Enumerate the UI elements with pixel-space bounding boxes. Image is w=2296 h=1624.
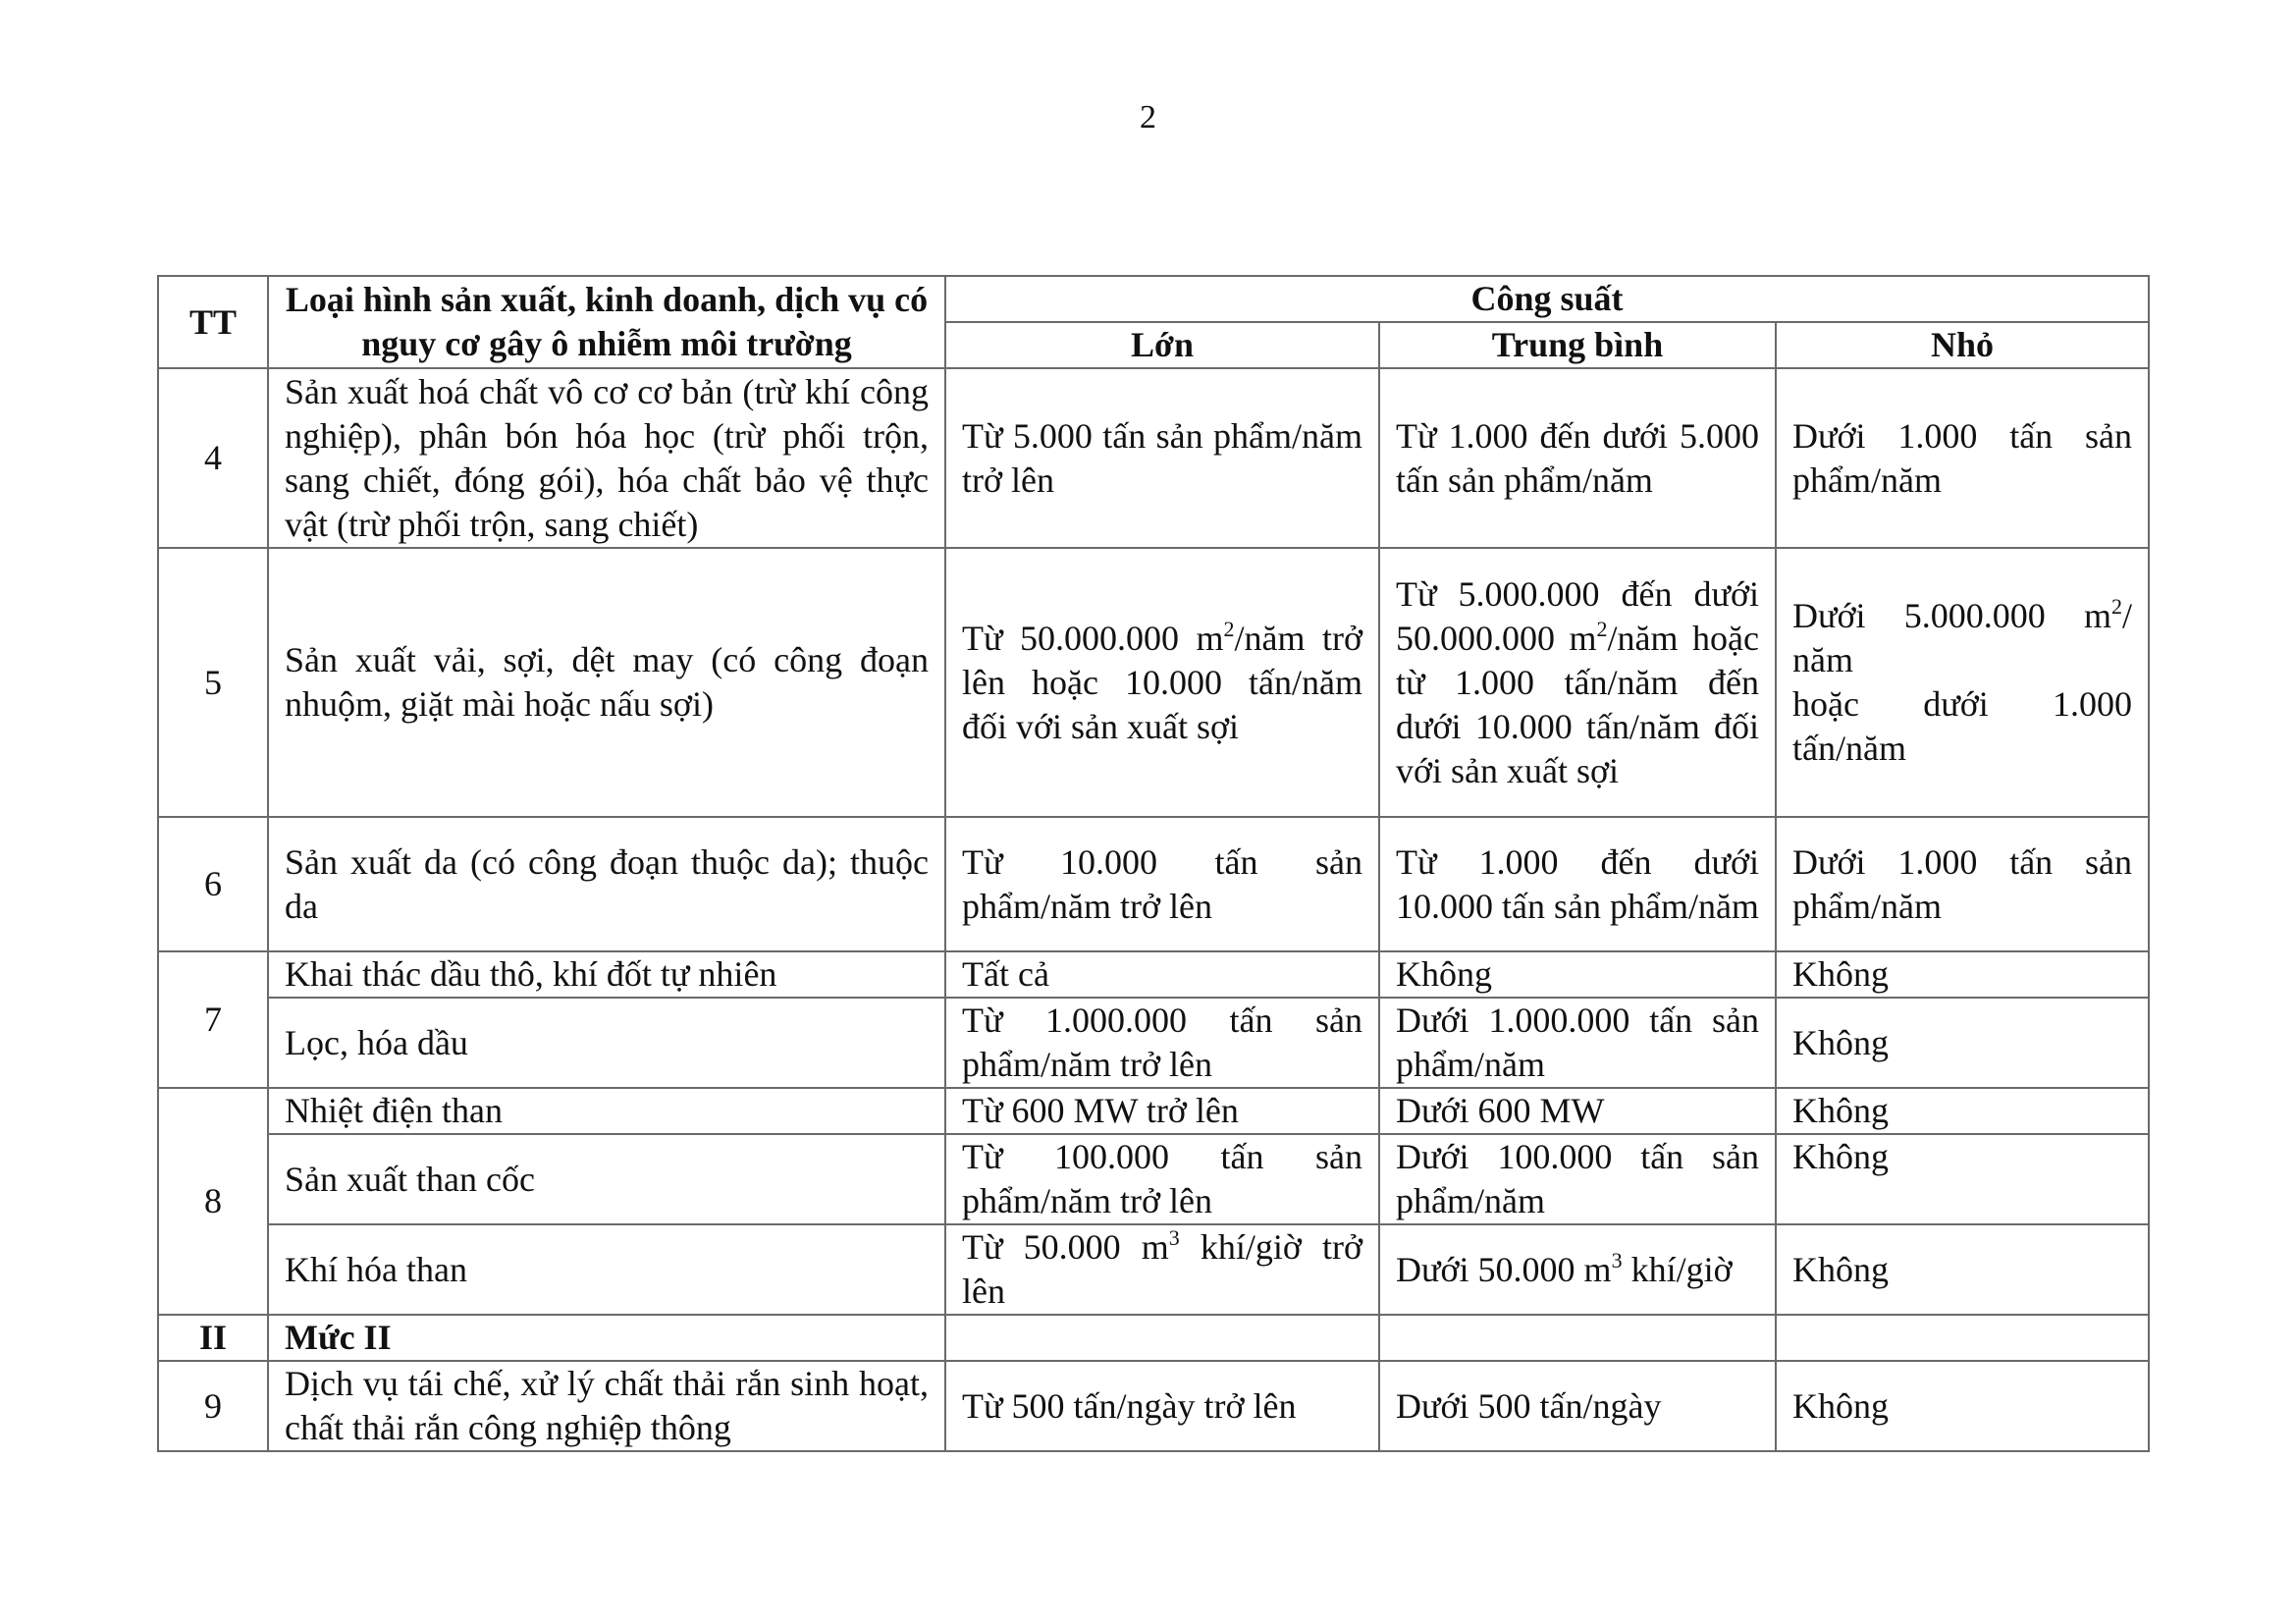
medium-cell: Dưới 100.000 tấn sản phẩm/năm bbox=[1379, 1134, 1776, 1224]
small-cell: Không bbox=[1776, 1224, 2149, 1315]
large-cell: Từ 10.000 tấn sản phẩm/năm trở lên bbox=[945, 817, 1379, 951]
table-row bbox=[158, 951, 2149, 998]
small-cell: Dưới 5.000.000 $m^2/$ năm hoặc dưới 1.000 tấn/năm bbox=[1776, 548, 2149, 817]
section-number: II bbox=[158, 1315, 268, 1361]
row-number: 6 bbox=[158, 817, 268, 951]
type-cell bbox=[268, 1361, 945, 1451]
medium-cell: Không bbox=[1379, 951, 1776, 998]
medium-cell: Dưới 1.000.000 tấn sản phẩm/năm bbox=[1379, 998, 1776, 1088]
table-row bbox=[158, 998, 2149, 1088]
type-cell: Sản xuất hoá chất vô cơ cơ bản (trừ khí công nghiệp), phân bón hóa học (trừ phối trộn, sang chiết, đóng gói), hóa chất bảo vệ thực vật (trừ phối trộn, sang chiết) bbox=[268, 368, 945, 548]
type-cell: Sản xuất than cốc bbox=[268, 1134, 945, 1224]
type-cell: Khai thác dầu thô, khí đốt tự nhiên bbox=[268, 951, 945, 998]
large-cell: Từ 500 tấn/ngày trở lên bbox=[945, 1361, 1379, 1451]
header-large: Lớn bbox=[945, 322, 1379, 368]
empty-cell bbox=[1379, 1315, 1776, 1361]
large-cell: Từ 1.000.000 tấn sản phẩm/năm trở lên bbox=[945, 998, 1379, 1088]
header-capacity: Công suất bbox=[945, 276, 2149, 322]
medium-cell: Dưới 50.000 $m^3$ khí/giờ bbox=[1379, 1224, 1776, 1315]
page-number: 2 bbox=[1140, 99, 1156, 135]
row-number: 9 bbox=[158, 1361, 268, 1451]
type-cell: Lọc, hóa dầu bbox=[268, 998, 945, 1088]
capacity-table bbox=[157, 275, 2150, 1452]
small-cell: Không bbox=[1776, 1361, 2149, 1451]
header-tt: TT bbox=[158, 276, 268, 368]
medium-cell: Dưới 500 tấn/ngày bbox=[1379, 1361, 1776, 1451]
table-row bbox=[158, 817, 2149, 951]
table-row bbox=[158, 1134, 2149, 1224]
large-cell: Từ 50.000 $m^3$ khí/giờ trở lên bbox=[945, 1224, 1379, 1315]
type-cell-text: Dịch vụ tái chế, xử lý chất thải rắn sinh hoạt, chất thải rắn công nghiệp thông bbox=[285, 1364, 929, 1447]
small-cell: Không bbox=[1776, 1088, 2149, 1134]
section-label: Mức II bbox=[268, 1315, 945, 1361]
row-number: 7 bbox=[158, 951, 268, 1088]
table-row bbox=[158, 368, 2149, 548]
small-cell: Dưới 1.000 tấn sản phẩm/năm bbox=[1776, 817, 2149, 951]
medium-cell: Từ 1.000 đến dưới 5.000 tấn sản phẩm/năm bbox=[1379, 368, 1776, 548]
table-row bbox=[158, 548, 2149, 817]
large-cell: Từ 100.000 tấn sản phẩm/năm trở lên bbox=[945, 1134, 1379, 1224]
medium-cell: Dưới 600 MW bbox=[1379, 1088, 1776, 1134]
header-type: Loại hình sản xuất, kinh doanh, dịch vụ có nguy cơ gây ô nhiễm môi trường bbox=[268, 276, 945, 368]
empty-cell bbox=[945, 1315, 1379, 1361]
row-number: 5 bbox=[158, 548, 268, 817]
type-cell: Sản xuất da (có công đoạn thuộc da); thuộc da bbox=[268, 817, 945, 951]
small-cell: Không bbox=[1776, 951, 2149, 998]
large-cell: Tất cả bbox=[945, 951, 1379, 998]
large-cell: Từ 5.000 tấn sản phẩm/năm trở lên bbox=[945, 368, 1379, 548]
table-row bbox=[158, 1088, 2149, 1134]
table-row bbox=[158, 1224, 2149, 1315]
row-number: 8 bbox=[158, 1088, 268, 1315]
small-cell: Không bbox=[1776, 998, 2149, 1088]
section-row bbox=[158, 1315, 2149, 1361]
header-medium: Trung bình bbox=[1379, 322, 1776, 368]
medium-cell: Từ 1.000 đến dưới 10.000 tấn sản phẩm/năm bbox=[1379, 817, 1776, 951]
small-cell: Không bbox=[1776, 1134, 2149, 1224]
table-row bbox=[158, 1361, 2149, 1451]
type-cell: Khí hóa than bbox=[268, 1224, 945, 1315]
empty-cell bbox=[1776, 1315, 2149, 1361]
header-small: Nhỏ bbox=[1776, 322, 2149, 368]
row-number: 4 bbox=[158, 368, 268, 548]
type-cell: Sản xuất vải, sợi, dệt may (có công đoạn nhuộm, giặt mài hoặc nấu sợi) bbox=[268, 548, 945, 817]
large-cell: Từ 50.000.000 $m^2$/năm trở lên hoặc 10.000 tấn/năm đối với sản xuất sợi bbox=[945, 548, 1379, 817]
type-cell: Nhiệt điện than bbox=[268, 1088, 945, 1134]
small-cell: Dưới 1.000 tấn sản phẩm/năm bbox=[1776, 368, 2149, 548]
medium-cell: Từ 5.000.000 đến dưới 50.000.000 $m^2$/năm hoặc từ 1.000 tấn/năm đến dưới 10.000 tấn/năm đối với sản xuất sợi bbox=[1379, 548, 1776, 817]
large-cell: Từ 600 MW trở lên bbox=[945, 1088, 1379, 1134]
